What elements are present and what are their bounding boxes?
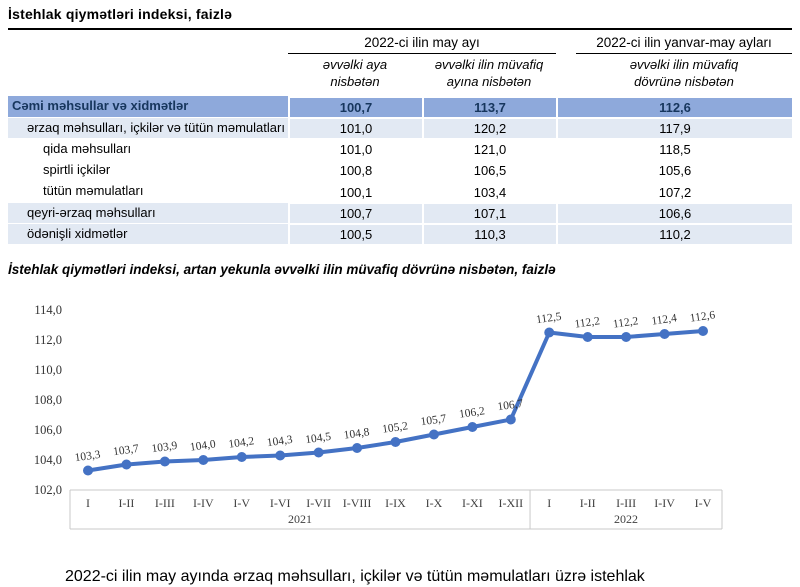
data-point-label: 104,2 — [227, 435, 255, 451]
x-axis-tick-label: I-V — [233, 496, 251, 510]
data-point-label: 112,5 — [535, 310, 563, 327]
row-value: 110,3 — [424, 225, 556, 244]
x-axis-tick-label: I-VIII — [342, 496, 372, 510]
row-value: 107,2 — [558, 183, 792, 202]
row-value: 101,0 — [290, 140, 422, 159]
cpi-line-chart — [8, 298, 792, 543]
year-group-label: 2021 — [288, 512, 313, 526]
column-group-jan-may-2022: 2022-ci ilin yanvar-may ayları — [576, 33, 792, 54]
data-point-label: 105,7 — [419, 412, 448, 429]
row-value: 105,6 — [558, 161, 792, 180]
row-value: 106,6 — [558, 204, 792, 223]
row-label: spirtli içkilər — [8, 160, 288, 180]
cpi-table — [8, 28, 792, 245]
data-point-marker — [467, 422, 477, 432]
row-value: 112,6 — [558, 98, 792, 117]
chart-title: İstehlak qiymətləri indeksi, artan yekunla əvvəlki ilin müvafiq dövrünə nisbətən, faizlə — [8, 262, 556, 277]
data-point-label: 104,5 — [304, 430, 332, 447]
data-point-label: 103,3 — [73, 448, 102, 465]
subheader-vs-same-period-prev-year: əvvəlki ilin müvafiq dövrünə nisbətən — [629, 57, 739, 89]
data-point-marker — [544, 328, 554, 338]
subheader-vs-prev-month: əvvəlki aya nisbətən — [322, 57, 388, 89]
row-value: 113,7 — [424, 98, 556, 117]
row-value: 100,5 — [290, 225, 422, 244]
row-value: 101,0 — [290, 119, 422, 138]
table-header-groups — [8, 33, 792, 54]
data-point-marker — [391, 437, 401, 447]
column-group-may-2022: 2022-ci ilin may ayı — [288, 33, 556, 54]
data-point-label: 106,7 — [496, 397, 525, 414]
footer-paragraph: 2022-ci ilin may ayında ərzaq məhsulları, içkilər və tütün məmulatları üzrə istehlak — [65, 568, 645, 585]
row-value: 100,7 — [290, 98, 422, 117]
table-row-food-drinks-tobacco — [8, 118, 792, 138]
data-point-marker — [121, 460, 131, 470]
data-point-label: 103,7 — [112, 442, 140, 459]
row-label: qida məhsulları — [8, 139, 288, 159]
year-group-label: 2022 — [614, 512, 639, 526]
row-value: 118,5 — [558, 140, 792, 159]
y-axis-tick-label: 106,0 — [33, 423, 62, 437]
header-spacer — [8, 33, 288, 54]
header-spacer — [8, 57, 288, 90]
table-row-paid-services — [8, 224, 792, 244]
x-axis-tick-label: I — [86, 496, 90, 510]
data-point-label: 105,2 — [381, 420, 409, 436]
row-value: 110,2 — [558, 225, 792, 244]
table-title: İstehlak qiymətləri indeksi, faizlə — [8, 6, 233, 22]
header-gap — [556, 57, 576, 90]
y-axis-tick-label: 112,0 — [34, 333, 62, 347]
row-value: 100,7 — [290, 204, 422, 223]
x-axis-tick-label: I-V — [694, 496, 712, 510]
row-value: 106,5 — [424, 161, 556, 180]
data-point-label: 112,2 — [573, 315, 601, 331]
table-row-total — [8, 96, 792, 116]
data-point-marker — [83, 466, 93, 476]
x-axis-tick-label: I-IX — [385, 496, 406, 510]
y-axis-tick-label: 102,0 — [33, 483, 62, 497]
row-label: qeyri-ərzaq məhsulları — [8, 203, 288, 223]
data-point-marker — [198, 455, 208, 465]
data-point-label: 106,2 — [458, 405, 486, 421]
table-row-non-food-products — [8, 203, 792, 223]
table-row-tobacco-products — [8, 181, 792, 201]
data-point-marker — [583, 332, 593, 342]
data-point-marker — [314, 448, 324, 458]
x-axis-tick-label: I-II — [579, 496, 596, 510]
data-point-label: 112,6 — [689, 309, 717, 325]
header-gap — [556, 33, 576, 54]
x-axis-tick-label: I-XII — [498, 496, 524, 510]
x-axis-tick-label: I-X — [425, 496, 443, 510]
data-point-marker — [237, 452, 247, 462]
x-axis-tick-label: I-III — [154, 496, 175, 510]
row-value: 121,0 — [424, 140, 556, 159]
data-point-marker — [429, 430, 439, 440]
row-value: 103,4 — [424, 183, 556, 202]
x-axis-tick-label: I-VII — [306, 496, 331, 510]
x-axis-tick-label: I — [547, 496, 552, 510]
y-axis-tick-label: 114,0 — [34, 303, 62, 317]
x-axis-tick-label: I-II — [118, 496, 135, 510]
data-point-label: 103,9 — [150, 439, 179, 456]
row-label: Cəmi məhsullar və xidmətlər — [8, 96, 288, 116]
y-axis-tick-label: 110,0 — [34, 363, 62, 377]
data-point-marker — [352, 443, 362, 453]
table-row-alcoholic-drinks — [8, 160, 792, 180]
row-value: 107,1 — [424, 204, 556, 223]
row-label: ərzaq məhsulları, içkilər və tütün məmulatları — [8, 118, 288, 138]
data-point-marker — [621, 332, 631, 342]
data-point-label: 104,8 — [342, 426, 371, 442]
row-value: 120,2 — [424, 119, 556, 138]
x-axis-tick-label: I-IV — [192, 496, 214, 510]
data-point-label: 104,0 — [189, 438, 217, 454]
table-row-food-products — [8, 139, 792, 159]
y-axis-tick-label: 108,0 — [33, 393, 62, 407]
series-line — [88, 331, 703, 471]
table-subheaders — [8, 54, 792, 96]
data-point-label: 112,4 — [650, 312, 678, 328]
x-axis-tick-label: I-IV — [654, 496, 675, 510]
row-value: 100,8 — [290, 161, 422, 180]
y-axis-tick-label: 104,0 — [33, 453, 62, 467]
row-value: 117,9 — [558, 119, 792, 138]
data-point-marker — [660, 329, 670, 339]
x-axis-tick-label: I-III — [616, 496, 637, 510]
data-point-label: 112,2 — [612, 315, 640, 331]
data-point-marker — [698, 326, 708, 336]
row-label: tütün məmulatları — [8, 181, 288, 201]
x-axis-tick-label: I-VI — [269, 496, 291, 510]
data-point-label: 104,3 — [266, 433, 294, 450]
x-axis-tick-label: I-XI — [462, 496, 483, 510]
data-point-marker — [275, 451, 285, 461]
subheader-vs-same-month-prev-year: əvvəlki ilin müvafiq ayına nisbətən — [434, 57, 544, 89]
row-label: ödənişli xidmətlər — [8, 224, 288, 244]
row-value: 100,1 — [290, 183, 422, 202]
data-point-marker — [160, 457, 170, 467]
data-point-marker — [506, 415, 516, 425]
